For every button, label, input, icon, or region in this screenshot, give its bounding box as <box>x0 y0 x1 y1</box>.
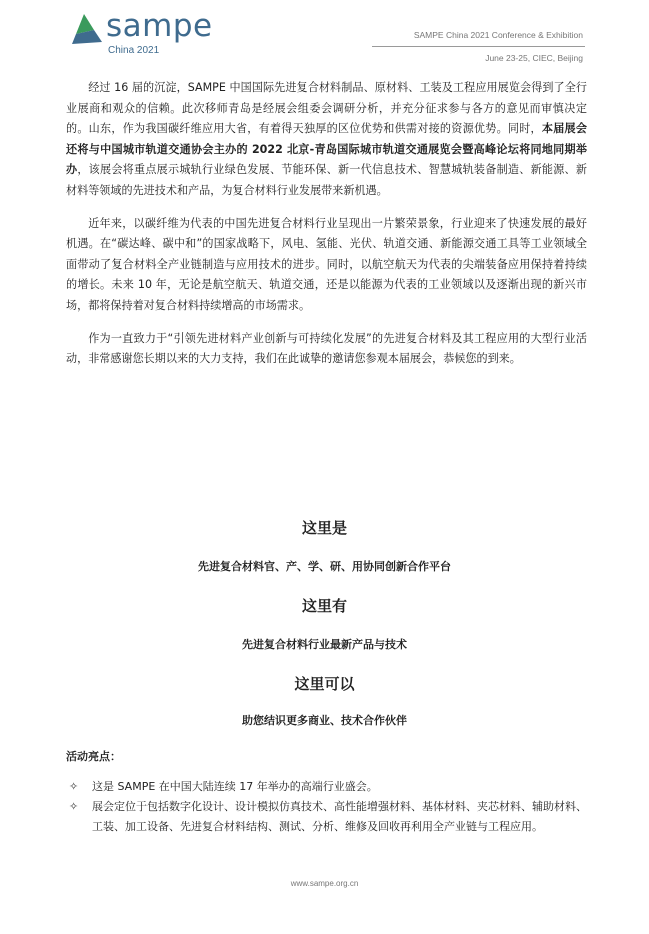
event-date: June 23-25, CIEC, Beijing <box>485 53 583 63</box>
slogan-sub-2: 先进复合材料行业最新产品与技术 <box>242 638 407 651</box>
paragraph-3: 作为一直致力于“引领先进材料产业创新与可持续化发展”的先进复合材料及其工程应用的大型行业活动，非常感谢您长期以来的大力支持，我们在此诚挚的邀请您参观本届展会，恭候您的到来。 <box>66 331 587 366</box>
paragraph-1 <box>66 78 587 202</box>
header-divider <box>372 46 585 47</box>
page-header <box>0 0 649 64</box>
logo-subtitle: China 2021 <box>108 45 160 56</box>
highlights-title: 活动亮点： <box>66 750 121 763</box>
paragraph-2: 近年来，以碳纤维为代表的中国先进复合材料行业呈现出一片繁荣景象，行业迎来了快速发展的最好机遇。在“碳达峰、碳中和”的国家战略下，风电、氢能、光伏、轨道交通、新能源交通工具等工业领域全面带动了复合材料全产业链制造与应用技术的进步。同时，以航空航天为代表的尖端装备应用保持着持续的增长。未来 10 年，无论是航空航天、轨道交通，还是以能源为代表的工业领域以及逐渐出现的新兴市场，都将保持着对复合材料持续增高的市场需求。 <box>66 216 587 312</box>
list-item-text: 这是 SAMPE 在中国大陆连续 17 年举办的高端行业盛会。 <box>92 780 378 793</box>
slogan-sub-1: 先进复合材料官、产、学、研、用协同创新合作平台 <box>198 560 451 573</box>
paragraph-1-text-a: 经过 16 届的沉淀，SAMPE 中国国际先进复合材料制品、原材料、工装及工程应用展览会得到了全行业展商和观众的信赖。此次移师青岛是经展会组委会调研分析，并充分征求参与各方的意见而审慎决定的。山东，作为我国碳纤维应用大省，有着得天独厚的区位优势和供需对接的资源优势。同时， <box>66 81 587 136</box>
event-title: SAMPE China 2021 Conference & Exhibition <box>413 30 583 40</box>
body-text <box>66 78 587 382</box>
slogan-sub-3: 助您结识更多商业、技术合作伙伴 <box>242 714 407 727</box>
slogan-heading-2: 这里有 <box>301 597 347 615</box>
paragraph-1-bold: 本届展会还将与中国城市轨道交通协会主办的 2022 北京-青岛国际城市轨道交通展览会暨高峰论坛将同地同期举办 <box>66 122 587 177</box>
sampe-logo-icon <box>72 12 106 46</box>
diamond-outline-icon: ✧ <box>69 780 79 793</box>
sampe-logo <box>72 8 222 62</box>
diamond-outline-icon: ✧ <box>69 800 79 813</box>
list-item <box>66 797 590 837</box>
paragraph-1-text-b: ，该展会将重点展示城轨行业绿色发展、节能环保、新一代信息技术、智慧城轨装备制造、新能源、新材料等领域的先进技术和产品，为复合材料行业发展带来新机遇。 <box>66 163 587 197</box>
list-item <box>66 777 590 797</box>
list-item-text: 展会定位于包括数字化设计、设计模拟仿真技术、高性能增强材料、基体材料、夹芯材料、辅助材料、工装、加工设备、先进复合材料结构、测试、分析、维修及回收再利用全产业链与工程应用。 <box>92 800 587 833</box>
slogan-heading-3: 这里可以 <box>294 675 355 693</box>
logo-wordmark: sampe <box>106 8 213 44</box>
slogan-heading-1: 这里是 <box>301 519 347 537</box>
footer-url[interactable]: www.sampe.org.cn <box>290 879 359 888</box>
highlights-list <box>66 777 590 837</box>
